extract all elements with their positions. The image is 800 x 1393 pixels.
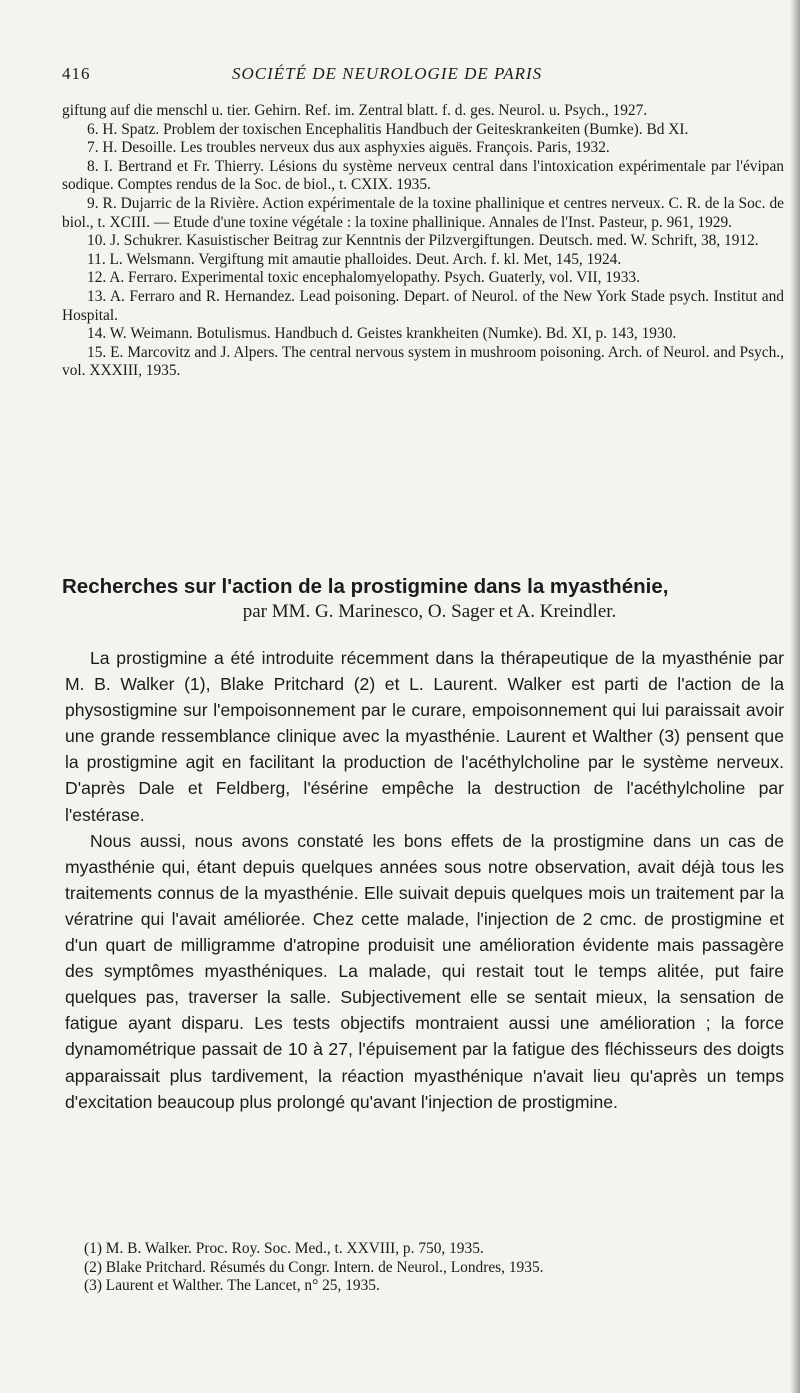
reference-item: 9. R. Dujarric de la Rivière. Action expérimentale de la toxine phallinique et centres nerveux. C. R. de la Soc. de biol., t. XCIII. — Etude d'une toxine végétale : la toxine phallinique. Annales de l'Inst. Pasteur, p. 961, 1929. — [62, 194, 784, 231]
reference-list — [62, 102, 784, 381]
body-paragraph: La prostigmine a été introduite récemment dans la thérapeutique de la myasthénie par M. B. Walker (1), Blake Pritchard (2) et L. Laurent. Walker est parti de l'action de la physostigmine sur l'empoisonnement par le curare, empoisonnement qui lui paraissait avoir une grande ressemblance clinique avec la myasthénie. Laurent et Walther (3) pensent que la prostigmine agit en facilitant la production de l'acéthylcholine par le système nerveux. D'après Dale et Feldberg, l'ésérine empêche la destruction de l'acéthylcholine par l'estérase. — [65, 648, 784, 825]
body-paragraph: Nous aussi, nous avons constaté les bons effets de la prostigmine dans un cas de myasthénie qui, étant depuis quelques années sous notre observation, avait déjà tous les traitements connus de la myasthénie. Elle suivait depuis quelques mois un traitement par la vératrine qui l'avait améliorée. Chez cette malade, l'injection de 2 cmc. de prostigmine et d'un quart de milligramme d'atropine produisit une amélioration évidente mais passagère des symptômes myasthéniques. La malade, qui restait tout le temps alitée, put faire quelques pas, traverser la salle. Subjectivement elle se sentait mieux, la sensation de fatigue ayant disparu. Les tests objectifs montraient aussi une amélioration ; la force dynamométrique passait de 10 à 27, l'épuisement par la fatigue des fléchisseurs des doigts apparaissait plus tardivement, la réaction myasthénique n'avait lieu qu'après un temps d'excitation beaucoup plus prolongé qu'avant l'injection de prostigmine. — [65, 830, 784, 1112]
footnote: (2) Blake Pritchard. Résumés du Congr. Intern. de Neurol., Londres, 1935. — [84, 1258, 544, 1276]
footnote: (3) Laurent et Walther. The Lancet, n° 25, 1935. — [84, 1277, 380, 1295]
article-authors: par MM. G. Marinesco, O. Sager et A. Kreindler. — [242, 601, 617, 622]
reference-item: 8. I. Bertrand et Fr. Thierry. Lésions du système nerveux central dans l'intoxication expérimentale par l'évipan sodique. Comptes rendus de la Soc. de biol., t. CXIX. 1935. — [62, 157, 784, 194]
article-body — [65, 645, 784, 1115]
running-header — [62, 60, 782, 90]
footnote: (1) M. B. Walker. Proc. Roy. Soc. Med., t. XXVIII, p. 750, 1935. — [84, 1240, 484, 1257]
page-number: 416 — [62, 64, 91, 83]
reference-item: 11. L. Welsmann. Vergiftung mit amautie phalloides. Deut. Arch. f. kl. Met, 145, 1924. — [87, 250, 622, 268]
page-edge-shadow — [790, 0, 800, 1393]
reference-item: 14. W. Weimann. Botulismus. Handbuch d. Geistes krankheiten (Numke). Bd. XI, p. 143, 1930. — [87, 325, 677, 343]
reference-item: 7. H. Desoille. Les troubles nerveux dus aux asphyxies aiguës. François. Paris, 1932. — [87, 139, 610, 157]
reference-item: 12. A. Ferraro. Experimental toxic encephalomyelopathy. Psych. Guaterly, vol. VII, 1933. — [87, 269, 640, 287]
reference-item: giftung auf die menschl u. tier. Gehirn. Ref. im. Zentral blatt. f. d. ges. Neurol. u. Psych., 1927. — [62, 102, 648, 119]
article-title: Recherches sur l'action de la prostigmine dans la myasthénie, — [62, 575, 669, 598]
reference-item: 10. J. Schukrer. Kasuistischer Beitrag zur Kenntnis der Pilzvergiftungen. Deutsch. med. W. Schrift, 38, 1912. — [87, 232, 759, 250]
reference-item: 15. E. Marcovitz and J. Alpers. The central nervous system in mushroom poisoning. Arch. of Neurol. and Psych., vol. XXXIII, 1935. — [62, 343, 784, 380]
reference-item: 13. A. Ferraro and R. Hernandez. Lead poisoning. Depart. of Neurol. of the New York Stade psych. Institut and Hospital. — [62, 287, 784, 324]
reference-item: 6. H. Spatz. Problem der toxischen Encephalitis Handbuch der Geiteskrankeiten (Bumke). Bd XI. — [87, 120, 689, 138]
running-title: SOCIÉTÉ DE NEUROLOGIE DE PARIS — [232, 64, 543, 83]
footnotes — [62, 1240, 784, 1296]
